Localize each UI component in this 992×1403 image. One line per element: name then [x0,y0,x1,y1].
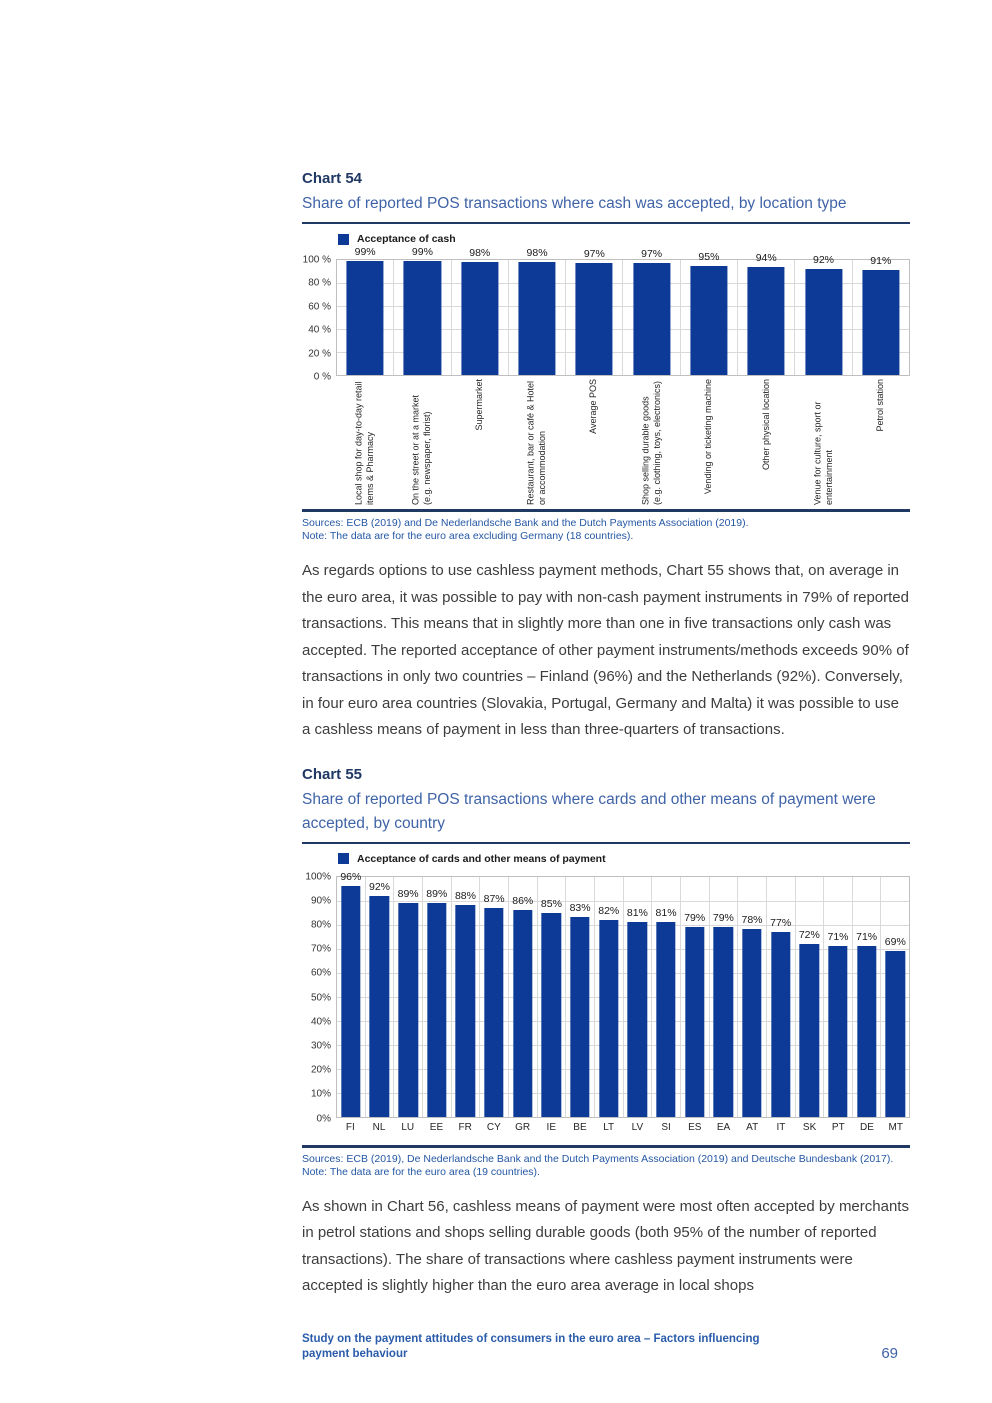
x-axis-label: PT [831,1121,845,1133]
bar-value-label: 89% [426,887,448,900]
bar [570,917,589,1116]
x-axis-label: NL [372,1121,386,1133]
bar-slot [852,877,881,1117]
x-axis-label: LT [603,1121,615,1133]
x-axis-slot [451,1122,480,1137]
bar-value-label: 92% [368,880,390,893]
bar-value-label: 78% [741,914,763,927]
x-axis-label: BE [573,1121,587,1133]
bar-slot [508,877,537,1117]
y-axis-tick: 40% [310,1016,331,1028]
title-divider [302,842,910,844]
bar-value-label: 71% [856,931,878,944]
x-axis-slot [422,1122,451,1137]
paragraph-1: As regards options to use cashless payment methods, Chart 55 shows that, on average in the euro area, it was possible to pay with non-cash payment instruments in 79% of reported transactions. This means that in slightly more than one in five transactions only cash was accepted. The reported acceptance of other payment instruments/methods exceeds 90% of transactions in only two countries – Finland (96%) and the Netherlands (92%). Conversely, in four euro area countries (Slovakia, Portugal, Germany and Malta) it was possible to use a cashless means of payment in less than three-quarters of transactions. [302,562,909,738]
x-axis-label: Supermarket [473,379,484,431]
bar-slot [651,877,680,1117]
bar [857,946,876,1116]
x-axis-slot [623,379,680,505]
bar [828,946,847,1116]
bar-slot [852,255,909,375]
bar-value-label: 77% [770,916,792,929]
y-axis-tick: 20 % [308,348,331,360]
y-axis-tick: 60 % [308,301,331,313]
chart54-figure [302,246,910,505]
bar [748,267,785,375]
x-axis-slot [738,379,795,505]
chart54-title: Share of reported POS transactions where cash was accepted, by location type [302,195,847,212]
bar-slot [623,877,652,1117]
x-axis-label: SK [802,1121,817,1133]
y-axis-tick: 100% [305,871,331,882]
bar-slot [451,247,508,375]
bar [576,263,613,375]
legend-swatch-icon [338,234,349,245]
x-axis-slot [795,379,852,505]
sources-line: Sources: ECB (2019), De Nederlandsche Bank and the Dutch Payments Association (2019) and Deutsche Bundesbank (2017). [302,1152,894,1165]
page-footer [302,1332,910,1362]
bar-slot [794,254,851,375]
y-axis-tick: 80% [310,919,331,931]
bar-value-label: 95% [698,250,720,263]
bar-slot [393,246,450,375]
x-axis-slot [853,379,910,505]
chart54-sources [302,517,910,543]
chart-bottom-divider [302,1145,910,1148]
x-axis-label: ES [688,1121,702,1133]
x-axis [336,379,910,505]
chart-bottom-divider [302,509,910,512]
chart55-block [302,766,910,1179]
bar [628,922,647,1116]
y-axis-tick: 30% [310,1040,331,1052]
x-axis-slot [365,1122,394,1137]
bar [685,927,704,1117]
x-axis-label: EA [716,1121,731,1133]
bar-slot [594,877,623,1117]
bar-value-label: 89% [397,887,419,900]
bar-value-label: 69% [884,935,906,948]
x-axis-slot [594,1122,623,1137]
x-axis-slot [451,379,508,505]
y-axis-tick: 100 % [302,254,331,266]
bar [518,262,555,375]
x-axis-slot [566,379,623,505]
x-axis-slot [881,1122,910,1137]
chart54-number: Chart 54 [302,170,363,187]
x-axis-slot [623,1122,652,1137]
bar [599,920,618,1117]
chart54-block [302,170,910,543]
bar-value-label: 79% [712,911,734,924]
bar-value-label: 88% [454,890,476,903]
bar-value-label: 99% [411,246,433,259]
x-axis-label: GR [515,1121,531,1133]
title-divider [302,222,910,224]
bar-value-label: 81% [626,907,648,920]
bar-value-label: 97% [641,248,663,261]
x-axis-label: Restaurant, bar or café & Hotel or accommodation [525,380,547,505]
x-axis-label: LV [631,1121,644,1133]
x-axis-slot [508,379,565,505]
bar [690,266,727,375]
bar-value-label: 99% [354,246,376,259]
bar [633,263,670,375]
bar-value-label: 71% [827,931,849,944]
bar-slot [451,877,480,1117]
chart54-legend [338,232,910,246]
bar-value-label: 82% [598,904,620,917]
x-axis-slot [767,1122,796,1137]
x-axis-label: LU [401,1121,415,1133]
plot-box [305,871,910,1124]
x-axis-slot [393,379,450,505]
x-axis-slot [795,1122,824,1137]
sources-line: Sources: ECB (2019) and De Nederlandsche Bank and the Dutch Payments Association (2019). [302,517,749,529]
x-axis-label: Vending or ticketing machine [703,379,714,495]
bar-slot [393,877,422,1117]
plot-box [302,246,910,383]
x-axis-slot [508,1122,537,1137]
bar-slot [680,877,709,1117]
x-axis-label: DE [860,1121,874,1133]
bar-slot [565,877,594,1117]
x-axis-slot [652,1122,681,1137]
x-axis-label: Other physical location [760,379,771,471]
note-line: Note: The data are for the euro area (19 countries). [302,1165,540,1178]
bar [805,269,842,375]
bar [513,910,532,1116]
bar-slot [766,877,795,1117]
bar-slot [680,250,737,375]
bar-slot [508,247,565,375]
x-axis-label: Local shop for day-to-day retail items & Pharmacy [353,381,375,505]
plot-area [305,871,910,1124]
chart55-title: Share of reported POS transactions where cards and other means of payment were accepted, by country [302,790,876,832]
plot-area [302,246,910,383]
bar-slot [422,877,451,1117]
bar [800,944,819,1117]
y-axis-tick: 50% [310,992,331,1003]
note-line: Note: The data are for the euro area excluding Germany (18 countries). [302,530,634,542]
bar [542,913,561,1117]
bar-value-label: 97% [583,248,605,261]
bar-value-label: 83% [569,902,591,915]
bar-slot [622,248,679,375]
y-axis-tick: 20% [310,1064,331,1076]
bar-value-label: 79% [684,911,706,924]
bar-slot [537,877,566,1117]
legend-label: Acceptance of cash [357,233,456,245]
y-axis-tick: 70% [310,943,331,955]
bar-slot [823,877,852,1117]
bar [341,886,360,1116]
bar [742,929,761,1116]
bar-value-label: 94% [755,251,777,264]
bar [886,951,905,1117]
bar [427,903,446,1117]
bar-series [337,871,909,1117]
y-axis-tick: 0% [316,1113,331,1124]
x-axis-label: FR [458,1121,472,1133]
bar-value-label: 86% [512,895,534,908]
paragraph-2: As shown in Chart 56, cashless means of payment were most often accepted by merchants in petrol stations and shops selling durable goods (both 95% of the number of reported transactions). The share of transactions where cashless payment instruments were accepted is slightly higher than the euro area average in local shops [302,1197,909,1294]
page-content [302,170,910,1300]
x-axis-slot [393,1122,422,1137]
y-axis-tick: 60% [310,967,331,979]
x-axis-label: IT [776,1121,786,1133]
bar [370,896,389,1117]
footer-title: Study on the payment attitudes of consumers in the euro area – Factors influencing payment behaviour [302,1333,760,1360]
bar-value-label: 81% [655,907,677,920]
bar [484,908,503,1117]
bar [771,932,790,1117]
bar-slot [479,877,508,1117]
bar-slot [565,248,622,375]
bar-value-label: 96% [340,871,362,884]
bar [461,262,498,375]
bar-slot [737,251,794,375]
x-axis-slot [853,1122,882,1137]
y-axis-tick: 90% [310,895,331,907]
chart55-sources [302,1153,910,1179]
bar-slot [337,246,393,375]
bar-slot [337,871,365,1117]
bar-value-label: 98% [526,247,548,260]
x-axis-slot [336,379,393,505]
x-axis-slot [709,1122,738,1137]
x-axis-label: Venue for culture, sport or entertainment [812,401,834,505]
x-axis-slot [680,1122,709,1137]
bar-slot [709,877,738,1117]
bar-series [337,246,909,375]
x-axis-slot [480,1122,509,1137]
x-axis-label: Shop selling durable goods (e.g. clothing, toys, electronics) [640,380,662,505]
bar-value-label: 91% [870,255,892,268]
bar-slot [880,877,909,1117]
x-axis-label: Average POS [588,379,599,434]
chart55-legend [338,852,910,866]
bar-slot [737,877,766,1117]
bar [456,905,475,1116]
y-axis-tick: 80 % [308,277,331,289]
y-axis-tick: 0 % [313,371,331,383]
page-number: 69 [881,1345,898,1362]
y-axis-tick: 10% [310,1088,331,1100]
bar-value-label: 98% [469,247,491,260]
legend-label: Acceptance of cards and other means of payment [357,852,606,865]
bar-value-label: 85% [540,897,562,910]
bar-value-label: 92% [813,254,835,267]
bar [404,261,441,375]
x-axis-label: CY [486,1121,501,1133]
x-axis-label: EE [429,1121,444,1133]
x-axis-label: MT [888,1121,903,1133]
chart55-number: Chart 55 [302,765,363,783]
x-axis-label: Petrol station [875,379,886,432]
bar [347,261,384,375]
x-axis-slot [824,1122,853,1137]
bar [656,922,675,1116]
bar [862,270,899,375]
bar [398,903,417,1117]
y-axis-tick: 40 % [308,324,331,336]
x-axis-slot [680,379,737,505]
x-axis-slot [537,1122,566,1137]
chart55-figure [302,871,910,1137]
x-axis-label: AT [746,1121,759,1133]
bar-slot [795,877,824,1117]
legend-swatch-icon [338,853,349,864]
bar-value-label: 87% [483,892,505,905]
x-axis-label: On the street or at a market (e.g. newspaper, florist) [410,394,433,505]
x-axis-slot [566,1122,595,1137]
x-axis-label: IE [546,1121,556,1133]
x-axis-label: FI [345,1121,355,1133]
bar [714,927,733,1117]
bar-value-label: 72% [798,928,820,941]
x-axis [336,1122,910,1137]
x-axis-slot [336,1122,365,1137]
x-axis-slot [738,1122,767,1137]
bar-slot [365,877,394,1117]
x-axis-label: SI [661,1121,671,1133]
